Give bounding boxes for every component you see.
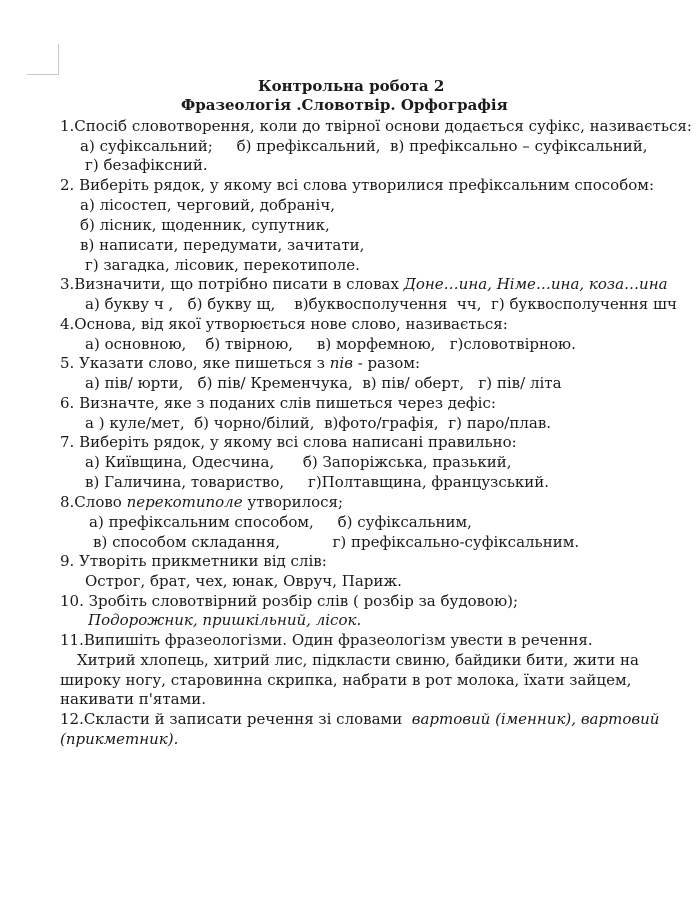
question-8-word: перекотиполе	[126, 493, 243, 511]
question-5-options: а) пів/ юрти, б) пів/ Кременчука, в) пів/ оберт, г) пів/ літа	[85, 374, 562, 392]
question-2: 2. Виберіть рядок, у якому всі слова утворилися префіксальним способом:	[60, 176, 654, 194]
page-corner-mark	[27, 44, 59, 75]
question-10-words-text: Подорожник, пришкільний, лісок.	[88, 611, 362, 629]
question-8-tail: утворилося;	[242, 493, 344, 511]
question-7-options-line-1: а) Київщина, Одесчина, б) Запоріжська, празький,	[85, 453, 512, 471]
question-3	[60, 275, 668, 294]
question-2-option-b: б) лісник, щоденник, супутник,	[80, 216, 330, 234]
question-10-words	[88, 611, 361, 630]
question-1-options-line-1: а) суфіксальний; б) префіксальний, в) префіксально – суфіксальний,	[80, 137, 648, 155]
document-subtitle: Фразеологія .Словотвір. Орфографія	[181, 96, 508, 114]
question-8-lead: 8.Слово	[60, 493, 127, 511]
question-9-words: Острог, брат, чех, юнак, Овруч, Париж.	[85, 572, 402, 590]
question-5-lead: 5. Указати слово, яке пишеться з	[60, 354, 330, 372]
question-3-options: а) букву ч , б) букву щ, в)буквосполучення чч, г) буквосполучення шч	[85, 295, 677, 313]
document-title: Контрольна робота 2	[258, 77, 445, 95]
question-9: 9. Утворіть прикметники від слів:	[60, 552, 327, 570]
question-11-text-line-3: накивати п'ятами.	[60, 690, 207, 708]
question-3-words: Доне…ина, Німе…ина, коза…ина	[403, 275, 668, 293]
question-4-options: а) основною, б) твірною, в) морфемною, г)словотвірною.	[85, 335, 576, 353]
question-8-options-line-1: а) префіксальним способом, б) суфіксальним,	[89, 513, 472, 531]
question-11: 11.Випишіть фразеологізми. Один фразеологізм увести в речення.	[60, 631, 593, 649]
question-6: 6. Визначте, яке з поданих слів пишеться через дефіс:	[60, 394, 496, 412]
question-3-lead: 3.Визначити, що потрібно писати в словах	[60, 275, 404, 293]
question-12-words-1: вартовий (іменник), вартовий	[411, 710, 660, 728]
question-11-text-line-2: широку ногу, старовинна скрипка, набрати в рот молока, їхати зайцем,	[60, 671, 632, 689]
question-2-option-a: а) лісостеп, черговий, добраніч,	[80, 196, 336, 214]
question-12-line-2	[60, 730, 178, 749]
question-5-word: пів	[329, 354, 353, 372]
question-7: 7. Виберіть рядок, у якому всі слова написані правильно:	[60, 433, 517, 451]
question-12	[60, 710, 659, 729]
question-5	[60, 354, 420, 373]
question-2-option-c: в) написати, передумати, зачитати,	[80, 236, 365, 254]
question-7-options-line-2: в) Галичина, товариство, г)Полтавщина, французський.	[85, 473, 550, 491]
question-8	[60, 493, 343, 512]
question-12-words-2: (прикметник).	[60, 730, 179, 748]
question-4: 4.Основа, від якої утворюється нове слово, називається:	[60, 315, 508, 333]
question-10: 10. Зробіть словотвірний розбір слів ( розбір за будовою);	[60, 592, 519, 610]
question-8-options-line-2: в) способом складання, г) префіксально-суфіксальним.	[93, 533, 580, 551]
question-1-options-line-2: г) безафіксний.	[85, 156, 208, 174]
question-6-options: а ) куле/мет, б) чорно/білий, в)фото/графія, г) паро/плав.	[85, 414, 552, 432]
question-12-lead: 12.Скласти й записати речення зі словами	[60, 710, 412, 728]
question-11-text-line-1: Хитрий хлопець, хитрий лис, підкласти свиню, байдики бити, жити на	[77, 651, 639, 669]
question-5-tail: - разом:	[352, 354, 421, 372]
question-2-option-d: г) загадка, лісовик, перекотиполе.	[85, 256, 360, 274]
question-1: 1.Спосіб словотворення, коли до твірної основи додається суфікс, називається:	[60, 117, 692, 135]
